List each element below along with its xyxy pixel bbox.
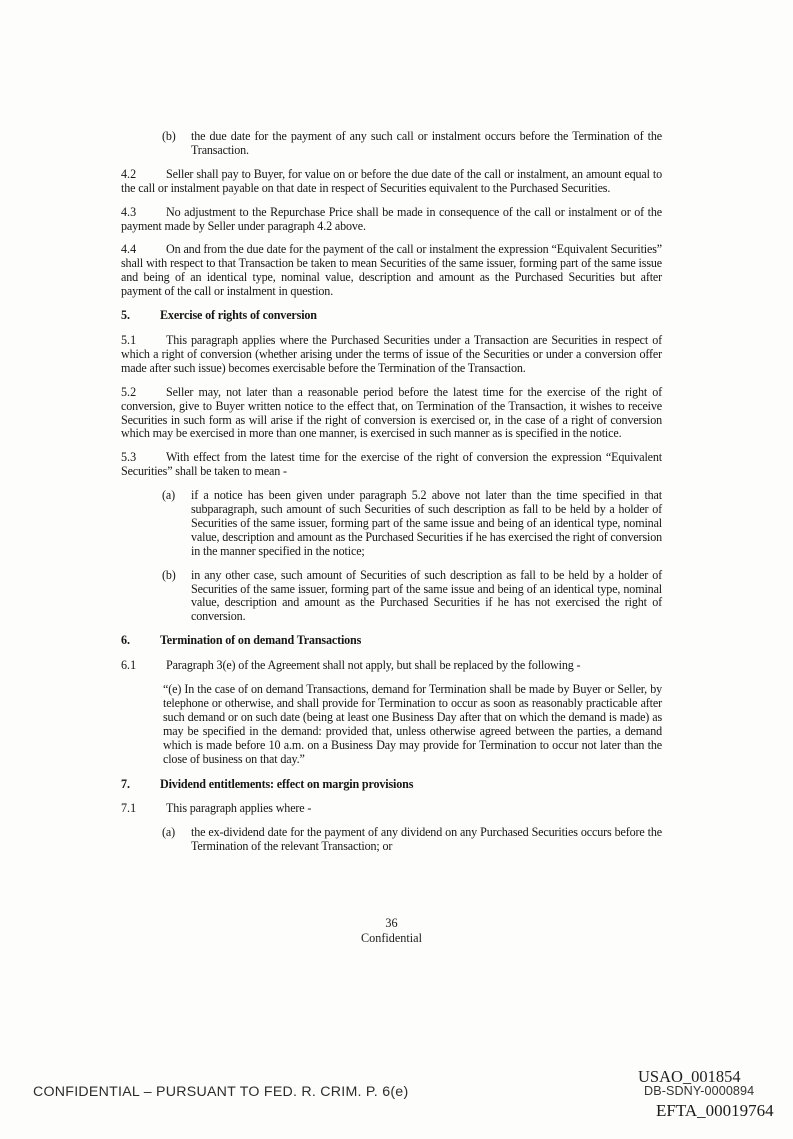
page-footer [121,916,662,945]
document-body [121,130,662,864]
paragraph-number: 4.3 [121,204,137,219]
section-title: Termination of on demand Transactions [160,633,362,648]
paragraph-number: 7. [121,776,131,791]
paragraph-number: 4.4 [121,242,137,257]
list-item-text: the due date for the payment of any such call or instalment occurs before the Termination of the Transaction. [191,129,662,157]
grand-jury-confidential-stamp: CONFIDENTIAL – PURSUANT TO FED. R. CRIM. P. 6(e) [33,1084,409,1100]
paragraph-4.3 [121,206,662,234]
paragraph-text: On and from the due date for the payment of the call or instalment the expression “Equivalent Securities” shall with respect to that Transaction be taken to mean Securities of the same issuer, forming part of the same issue and being of an identical type, nominal value, description and amount as the Purchased Securities but after payment of the call or instalment in question. [121,242,662,299]
list-marker: (b) [162,567,176,582]
paragraph-number: 5. [121,308,131,323]
usao-bates-stamp: USAO_001854 [638,1067,741,1086]
paragraph-text: No adjustment to the Repurchase Price shall be made in consequence of the call or instalment or of the payment made by Seller under paragraph 4.2 above. [121,204,662,233]
list-item-b [162,130,662,158]
section-heading-5 [121,309,662,323]
list-marker: (b) [162,129,176,143]
db-sdny-bates-stamp: DB-SDNY-0000894 [644,1084,755,1098]
list-item-text: if a notice has been given under paragraph 5.2 above not later than the time specified in that subparagraph, such amount of such Securities of such description as fall to be held by a holder of Securities of the same issuer, forming part of the same issue and being of an identical type, nominal value, description and amount as the Purchased Securities if he has exercised the right of conversion in the manner specified in the notice; [191,488,662,558]
section-heading-7 [121,778,662,792]
paragraph-5.3 [121,451,662,479]
paragraph-number: 5.3 [121,450,137,465]
paragraph-text: Seller may, not later than a reasonable period before the latest time for the exercise of the right of conversion, give to Buyer written notice to the effect that, on Termination of the Transaction, it wishes to receive Securities in such form as will arise if the right of conversion is exercised or, in the case of a right of conversion which may be exercised in more than one manner, is exercised in such manner as is specified in the notice. [121,384,662,441]
list-marker: (a) [162,488,175,503]
page-number: 36 [385,916,398,930]
list-item-b [162,569,662,625]
confidential-footer-label: Confidential [361,930,422,945]
list-item-text: in any other case, such amount of Securities of such description as fall to be held by a holder of Securities of the same issuer, forming part of the same issue and being of an identical type, nominal value, description and amount as the Purchased Securities if he has not exercised the right of conversion. [191,567,662,624]
paragraph-7.1 [121,802,662,816]
paragraph-number: 6. [121,633,131,648]
list-item-a [162,489,662,559]
paragraph-text: This paragraph applies where - [166,801,312,816]
paragraph-text: With effect from the latest time for the exercise of the right of conversion the expression “Equivalent Securities” shall be taken to mean - [121,450,662,479]
efta-bates-stamp: EFTA_00019764 [656,1101,774,1120]
paragraph-text: Paragraph 3(e) of the Agreement shall not apply, but shall be replaced by the following - [166,658,581,673]
paragraph-4.2 [121,168,662,196]
paragraph-4.4 [121,243,662,299]
paragraph-text: Seller shall pay to Buyer, for value on or before the due date of the call or instalment, an amount equal to the call or instalment payable on that date in respect of Securities equivalent to the Purchased Securities. [121,166,662,195]
paragraph-5.1 [121,334,662,376]
paragraph-6.1 [121,659,662,673]
section-title: Exercise of rights of conversion [160,308,317,323]
paragraph-number: 4.2 [121,166,137,181]
section-title: Dividend entitlements: effect on margin provisions [160,776,414,791]
list-item-text: the ex-dividend date for the payment of any dividend on any Purchased Securities occurs before the Termination of the relevant Transaction; or [191,825,662,854]
list-item-a [162,826,662,854]
paragraph-text: This paragraph applies where the Purchased Securities under a Transaction are Securities in respect of which a right of conversion (whether arising under the terms of issue of the Securities or under a conversion offer made after such issue) becomes exercisable before the Termination of the Transaction. [121,332,662,375]
section-heading-6 [121,634,662,648]
paragraph-number: 5.2 [121,384,137,399]
paragraph-number: 5.1 [121,332,137,347]
paragraph-number: 6.1 [121,658,137,673]
paragraph-5.2 [121,386,662,442]
list-marker: (a) [162,825,175,840]
quoted-provision: “(e) In the case of on demand Transactions, demand for Termination shall be made by Buyer or Seller, by telephone or otherwise, and shall provide for Termination to occur as soon as reasonably practicable after such demand or on such date (being at least one Business Day after that on which the demand is made) as may be specified in the demand: provided that, unless otherwise agreed between the parties, a demand which is made before 10 a.m. on a Business Day may provide for Termination to occur not later than the close of business on that day.” [163,682,662,766]
paragraph-number: 7.1 [121,801,137,816]
